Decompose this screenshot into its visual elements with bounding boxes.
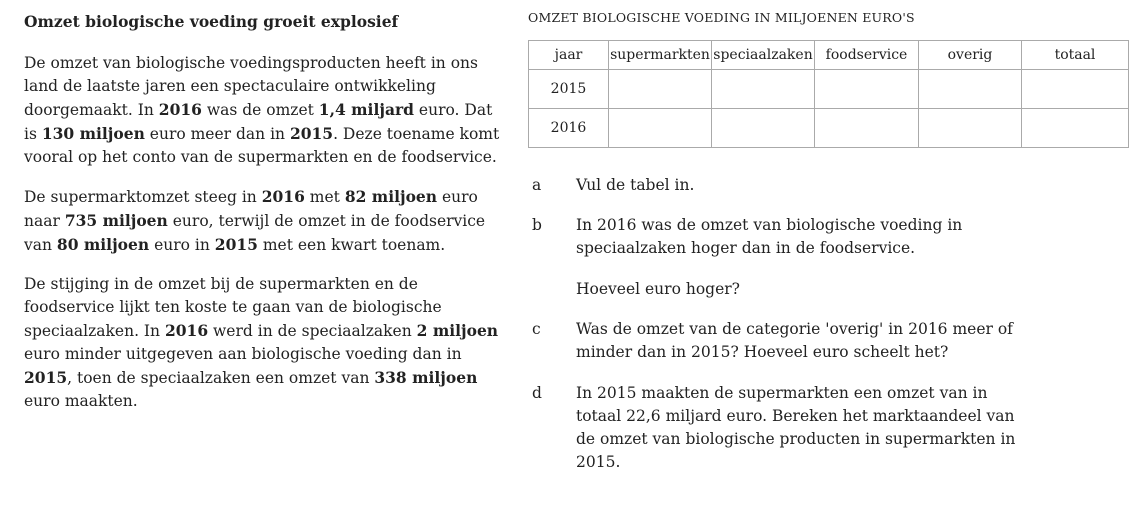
bold-run: 2015 [289, 124, 334, 143]
bold-run: 1,4 miljard [318, 100, 414, 119]
bold-run: 2015 [24, 368, 68, 387]
question-letter: c [532, 320, 541, 338]
table-cell[interactable] [815, 109, 919, 148]
table-cell[interactable] [609, 109, 712, 148]
table-cell[interactable] [1022, 109, 1129, 148]
question-text: In 2016 was de omzet van biologische voeding in speciaalzaken hoger dan in de foodservice. [576, 216, 963, 257]
bold-run: 130 miljoen [41, 124, 145, 143]
question-text: Was de omzet van de categorie 'overig' in 2016 meer of minder dan in 2015? Hoeveel euro scheelt het? [576, 320, 1013, 361]
question-letter: b [532, 216, 542, 234]
text-run: , toen de speciaalzaken een omzet van [67, 369, 375, 387]
bold-run: 2016 [164, 321, 209, 340]
table-cell[interactable] [815, 70, 919, 109]
text-run: De omzet van biologische voedingsproducten heeft in ons land de laatste jaren een spectaculaire ontwikkeling doorgemaakt. In [24, 54, 478, 119]
text-run: . Deze toename komt vooral op het conto van de supermarkten en de foodservice. [24, 125, 500, 166]
text-run: met [304, 188, 345, 206]
table-cell[interactable] [712, 109, 815, 148]
text-run: euro in [149, 236, 215, 254]
paragraph-1 [24, 52, 504, 169]
cell-year: 2015 [529, 70, 609, 109]
text-run: met een kwart toenam. [257, 236, 446, 254]
question-letter: d [532, 384, 542, 402]
question-letter: a [532, 176, 542, 194]
table-section [528, 10, 1128, 148]
table-header-row [529, 41, 1129, 70]
bold-run: 82 miljoen [344, 187, 438, 206]
text-run: euro. Dat is [24, 101, 493, 143]
question-text: In 2015 maakten de supermarkten een omzet van in totaal 22,6 miljard euro. Bereken het marktaandeel van de omzet van biologische producten in supermarkten in 2015. [576, 384, 1016, 471]
question-text: Hoeveel euro hoger? [576, 280, 740, 298]
revenue-table [528, 40, 1129, 148]
bold-run: 2016 [158, 100, 202, 119]
table-cell[interactable] [919, 70, 1022, 109]
table-cell[interactable] [609, 70, 712, 109]
text-run: werd in de speciaalzaken [208, 322, 417, 340]
bold-run: 2015 [214, 235, 258, 254]
text-run: euro minder uitgegeven aan biologische voeding dan in [24, 345, 462, 363]
table-row [529, 70, 1129, 109]
bold-run: 2 miljoen [416, 321, 499, 340]
text-run: euro meer dan in [144, 125, 290, 143]
bold-run: 2016 [261, 187, 305, 206]
cell-year: 2016 [529, 109, 609, 148]
text-run: De supermarktomzet steeg in [24, 188, 262, 206]
header-jaar: jaar [529, 41, 609, 70]
bold-run: 338 miljoen [374, 368, 478, 387]
question-text: Vul de tabel in. [576, 176, 695, 194]
table-cell[interactable] [712, 70, 815, 109]
header-supermarkten: supermarkten [609, 41, 712, 70]
header-overig: overig [919, 41, 1022, 70]
text-run: De stijging in de omzet bij de supermarkten en de foodservice lijkt ten koste te gaan van de biologische speciaalzaken. In [24, 275, 442, 340]
text-run: euro naar [24, 188, 478, 230]
table-title: OMZET BIOLOGISCHE VOEDING IN MILJOENEN EURO'S [528, 10, 915, 25]
article [24, 12, 504, 429]
paragraph-3 [24, 273, 504, 413]
text-run: euro, terwijl de omzet in de foodservice van [24, 212, 486, 254]
text-run: was de omzet [201, 101, 319, 119]
header-totaal: totaal [1022, 41, 1129, 70]
table-row [529, 109, 1129, 148]
bold-run: 735 miljoen [64, 211, 168, 230]
header-foodservice: foodservice [815, 41, 919, 70]
table-cell[interactable] [919, 109, 1022, 148]
article-title: Omzet biologische voeding groeit explosief [24, 12, 399, 31]
bold-run: 80 miljoen [56, 235, 150, 254]
paragraph-2 [24, 185, 504, 257]
text-run: euro maakten. [24, 392, 138, 410]
table-cell[interactable] [1022, 70, 1129, 109]
header-speciaalzaken: speciaalzaken [712, 41, 815, 70]
